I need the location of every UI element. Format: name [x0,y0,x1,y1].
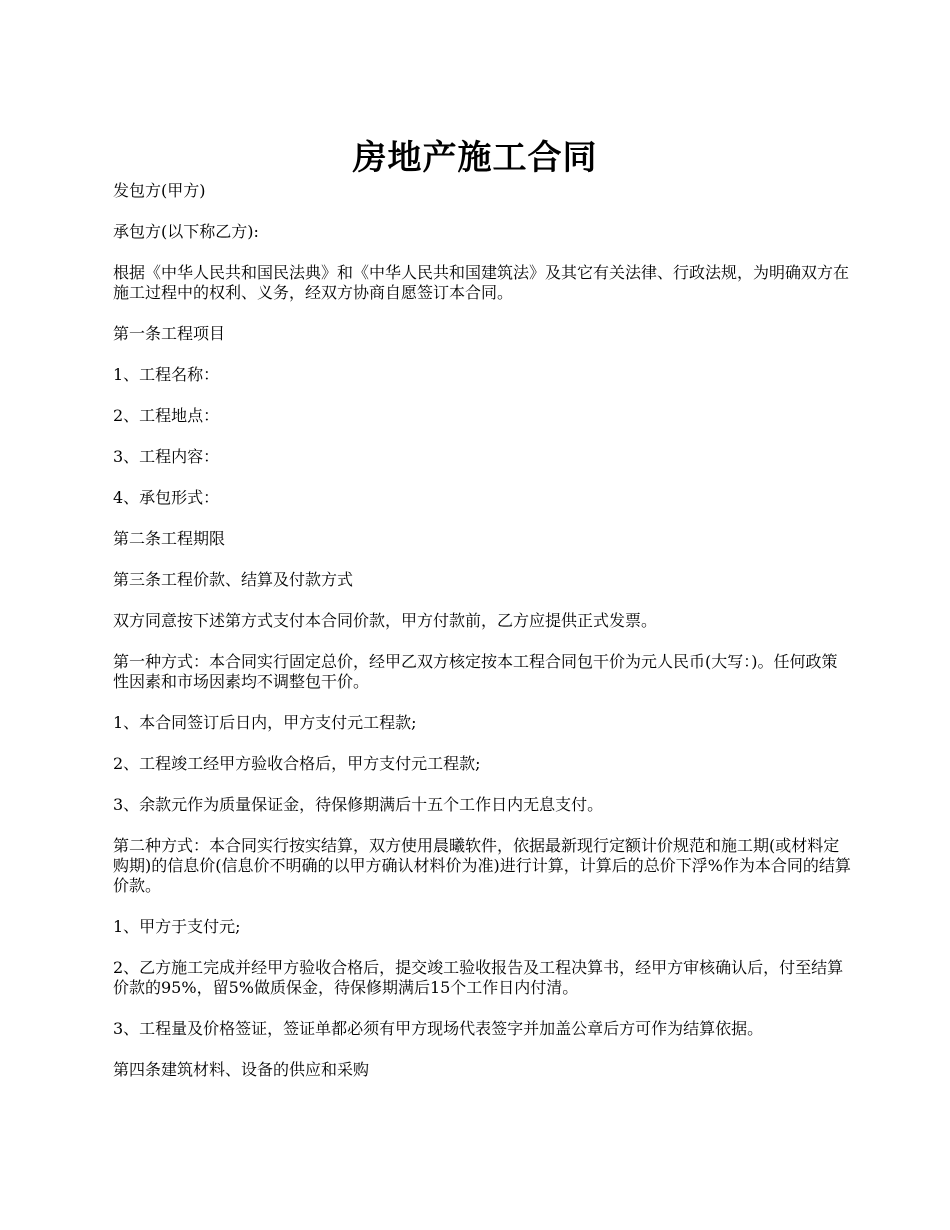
method-2-item-1: 1、甲方于支付元; [113,917,241,936]
article-2-heading: 第二条工程期限 [113,529,226,548]
method-2-item-3: 3、工程量及价格签证，签证单都必须有甲方现场代表签字并加盖公章后方可作为结算依据。 [113,1019,764,1038]
payment-method-paragraph: 双方同意按下述第方式支付本合同价款，甲方付款前，乙方应提供正式发票。 [113,611,658,630]
party-a-line: 发包方(甲方) [113,181,206,200]
method-1-item-3: 3、余款元作为质量保证金，待保修期满后十五个工作日内无息支付。 [113,795,604,814]
contract-form-line: 4、承包形式： [113,488,220,507]
project-location-line: 2、工程地点： [113,406,220,425]
article-4-heading: 第四条建筑材料、设备的供应和采购 [113,1060,370,1079]
method-1-item-2: 2、工程竣工经甲方验收合格后，甲方支付元工程款; [113,754,481,773]
party-b-line: 承包方(以下称乙方): [113,222,259,241]
document-body [113,181,851,1101]
method-2-paragraph: 第二种方式：本合同实行按实结算，双方使用晨曦软件，依据最新现行定额计价规范和施工期(或材料定购期)的信息价(信息价不明确的以甲方确认材料价为准)进行计算，计算后的总价下浮%作为本合同的结算价款。 [113,836,851,895]
preamble-paragraph: 根据《中华人民共和国民法典》和《中华人民共和国建筑法》及其它有关法律、行政法规，为明确双方在施工过程中的权利、义务，经双方协商自愿签订本合同。 [113,263,850,302]
article-3-heading: 第三条工程价款、结算及付款方式 [113,570,354,589]
method-2-item-2: 2、乙方施工完成并经甲方验收合格后，提交竣工验收报告及工程决算书，经甲方审核确认后，付至结算价款的95%，留5%做质保金，待保修期满后15个工作日内付清。 [113,958,844,997]
project-name-line: 1、工程名称： [113,365,220,384]
project-content-line: 3、工程内容： [113,447,220,466]
method-1-item-1: 1、本合同签订后日内，甲方支付元工程款; [113,713,417,732]
document-title: 房地产施工合同 [352,137,598,178]
method-1-paragraph: 第一种方式：本合同实行固定总价，经甲乙双方核定按本工程合同包干价为元人民币(大写：)。任何政策性因素和市场因素均不调整包干价。 [113,652,838,691]
article-1-heading: 第一条工程项目 [113,324,226,343]
